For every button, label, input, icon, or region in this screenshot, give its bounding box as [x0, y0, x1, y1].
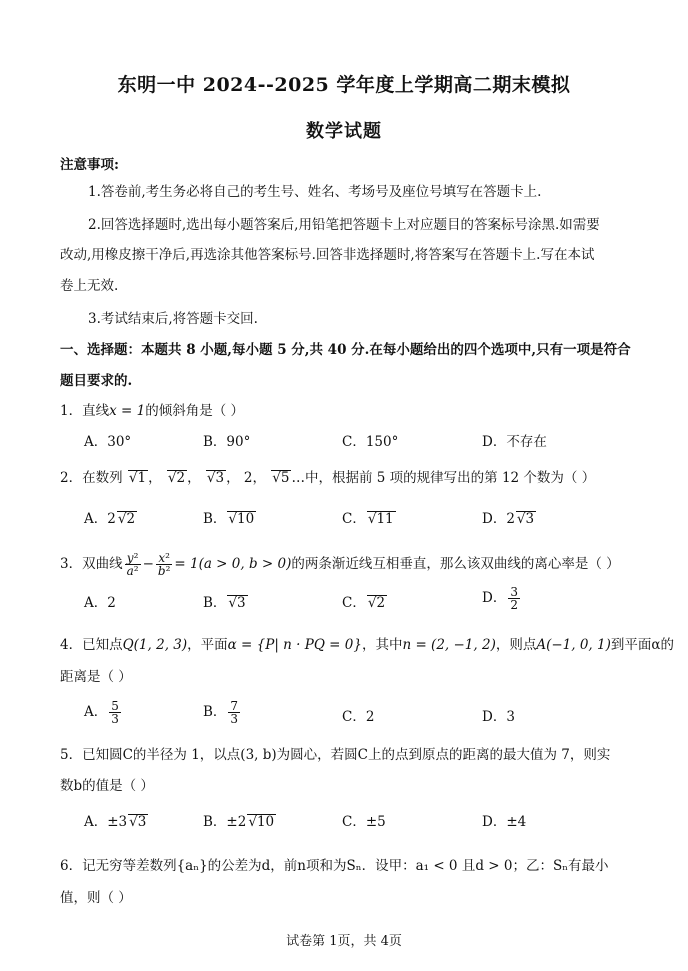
q2-option-d-rad [516, 511, 536, 526]
q4-text-e: 到平面α的 [610, 637, 674, 653]
notice-item-2: 2.回答选择题时,选出每小题答案后,用铅笔把答题卡上对应题目的答案标号涂黑.如需要 [88, 217, 600, 233]
q1-option-a: A．30° [84, 434, 132, 450]
q5-option-a-pre: ±3 [107, 814, 128, 830]
q2-option-c-label: C． [342, 511, 366, 527]
question-4 [60, 636, 674, 654]
q1-text-b: 的倾斜角是（ ） [145, 403, 244, 419]
q2-option-d-label: D． [482, 511, 507, 527]
q2-option-d-coef: 2 [506, 511, 515, 527]
question-3: 3．双曲线 $\frac{\text{y²}}{\text{a²}}$ − $\frac{\text{x²}}{\text{b²}}$ = 1(a > 0, b > 0)的两条渐近线互相垂直，那么该双曲线的离心率是（ ） [60, 551, 620, 578]
q2-option-b [203, 510, 256, 528]
q3-option-b [203, 594, 248, 612]
page-subtitle: 数学试题 [306, 121, 382, 142]
q5-option-a-label: A． [84, 814, 108, 830]
q4-text-c: ，其中 [361, 637, 403, 653]
q4-option-a-frac [109, 700, 121, 725]
q5-option-c-label: C． [342, 814, 366, 830]
q4-n-vector: n = (2, −1, 2) [402, 637, 496, 653]
q2-option-b-rad-val: 10 [237, 511, 255, 527]
q2-option-c [342, 510, 396, 528]
q2-seq-2-val: 2 [176, 470, 186, 486]
q4-option-b-den: 3 [230, 712, 239, 726]
notice-heading: 注意事项: [60, 157, 119, 173]
q3-option-b-label: B． [203, 595, 227, 611]
question-2: 2．在数列 √ 1 ， √ 2 ， √ 3 ， 2， √ 5 …中，根据前 5 项的规律写出的第 12 个数为（ ） [60, 469, 595, 487]
section-heading: 一、选择题：本题共 8 小题,每小题 5 分,共 40 分.在每小题给出的四个选项中,只有一项是符合 [60, 342, 631, 358]
q4-option-d: D．3 [482, 709, 515, 725]
q1-option-d: D．不存在 [482, 434, 547, 450]
q3-option-c-rad-val: 2 [376, 595, 386, 611]
notice-item-2-cont: 改动,用橡皮擦干净后,再选涂其他答案标号.回答非选择题时,将答案写在答题卡上.写在本试 [60, 247, 595, 263]
q3-frac-y: $\frac{\text{y²}}{\text{a²}}$ [126, 551, 139, 578]
q3-cond: = 1(a > 0, b > 0) [174, 556, 292, 572]
q5-option-b-label: B． [203, 814, 227, 830]
q4-option-b-frac [228, 700, 240, 725]
q4-option-c: C．2 [342, 709, 375, 725]
q2-text-a: 2．在数列 [60, 470, 123, 486]
q2-seq-1-val: 1 [137, 470, 147, 486]
q3-option-c [342, 594, 387, 612]
q5-option-b-rad [247, 814, 276, 829]
q2-seq-3-val: 3 [215, 470, 225, 486]
question-6: 6．记无穷等差数列{aₙ}的公差为d，前n项和为Sₙ．设甲：a₁ < 0 且d > 0；乙：Sₙ有最小 [60, 858, 609, 874]
q5-option-a-rad [128, 814, 148, 829]
q5-option-b-rad-val: 10 [256, 814, 275, 830]
q2-option-d-rad-val: 3 [525, 511, 535, 527]
question-5-cont: 数b的值是（ ） [60, 778, 154, 794]
q2-seq-5-val: 5 [280, 470, 290, 486]
question-4-cont: 距离是（ ） [60, 669, 132, 685]
q2-seq-2 [167, 470, 187, 485]
notice-item-3: 3.考试结束后,将答题卡交回. [88, 311, 258, 327]
q4-option-a-num: 5 [111, 699, 119, 713]
q2-seq-5 [271, 470, 291, 485]
q3-option-d-label: D． [482, 590, 507, 606]
q3-text-b: 的两条渐近线互相垂直，那么该双曲线的离心率是（ ） [291, 556, 620, 572]
q2-option-b-label: B． [203, 511, 227, 527]
q2-option-c-rad-val: 11 [376, 511, 394, 527]
q2-option-a-coef: 2 [107, 511, 116, 527]
q2-seq-3 [206, 470, 226, 485]
page-title: 东明一中 2024--2025 学年度上学期高二期末模拟 [117, 74, 571, 96]
q4-option-b-label: B． [203, 704, 227, 720]
q3-option-d-frac [508, 586, 520, 611]
q4-option-b-num: 7 [230, 699, 239, 713]
q2-seq-4: 2 [243, 470, 253, 486]
question-5: 5．已知圆C的半径为 1，以点(3, b)为圆心，若圆C上的点到原点的距离的最大值为 7，则实 [60, 747, 611, 763]
q2-option-a [84, 510, 137, 528]
q4-point-a: A(−1, 0, 1) [536, 637, 611, 653]
q5-option-a-rad-val: 3 [137, 814, 147, 830]
q2-option-a-rad-val: 2 [126, 511, 136, 527]
q3-text-a: 3．双曲线 [60, 556, 123, 572]
q4-option-a-den: 3 [111, 712, 119, 726]
q5-option-b-pre: ±2 [226, 814, 247, 830]
q4-option-b [203, 700, 242, 725]
q2-option-b-rad [227, 511, 256, 526]
question-6-cont: 值，则（ ） [60, 890, 132, 906]
q3-option-b-rad-val: 3 [237, 595, 246, 611]
q4-plane: α = {P| n · PQ = 0} [227, 637, 362, 653]
q5-option-d-label: D． [482, 814, 507, 830]
q1-option-c: C．150° [342, 434, 399, 450]
q4-text-b: ，平面 [187, 637, 228, 653]
q2-seq-1 [128, 470, 148, 485]
q4-option-a [84, 700, 123, 725]
q5-option-b [203, 813, 276, 831]
q4-option-a-label: A． [84, 704, 108, 720]
q5-option-a [84, 813, 148, 831]
q1-text-a: 1．直线 [60, 403, 110, 419]
q3-option-d-num: 3 [510, 585, 518, 599]
q3-option-a: A．2 [84, 595, 116, 611]
q4-text-d: ，则点 [495, 637, 537, 653]
q3-option-c-rad [367, 595, 387, 610]
page-footer: 试卷第 1页，共 4页 [286, 934, 402, 949]
q5-option-d-pre: ±4 [506, 814, 527, 830]
q5-option-c-pre: ±5 [365, 814, 386, 830]
q3-option-b-rad [227, 595, 247, 610]
q3-option-d-den: 2 [510, 598, 518, 612]
notice-item-2-end: 卷上无效. [60, 278, 119, 294]
q4-text-a: 4．已知点 [60, 637, 123, 653]
q5-option-c [342, 813, 386, 831]
q3-frac-x: $\frac{\text{x²}}{\text{b²}}$ [157, 551, 171, 578]
q3-option-d [482, 586, 522, 611]
section-heading-cont: 题目要求的. [60, 373, 133, 389]
q2-text-b: …中，根据前 5 项的规律写出的第 12 个数为（ ） [291, 470, 596, 486]
q1-option-b: B．90° [203, 434, 251, 450]
q2-option-d [482, 510, 536, 528]
q4-point-q: Q(1, 2, 3) [122, 637, 188, 653]
q2-option-a-rad [117, 511, 137, 526]
notice-item-1: 1.答卷前,考生务必将自己的考生号、姓名、考场号及座位号填写在答题卡上. [88, 184, 542, 200]
q3-option-c-label: C． [342, 595, 366, 611]
q5-option-d [482, 813, 526, 831]
q2-option-c-rad [367, 511, 396, 526]
q2-option-a-label: A． [84, 511, 108, 527]
question-1 [60, 402, 244, 420]
q1-expr: x = 1 [109, 403, 146, 419]
